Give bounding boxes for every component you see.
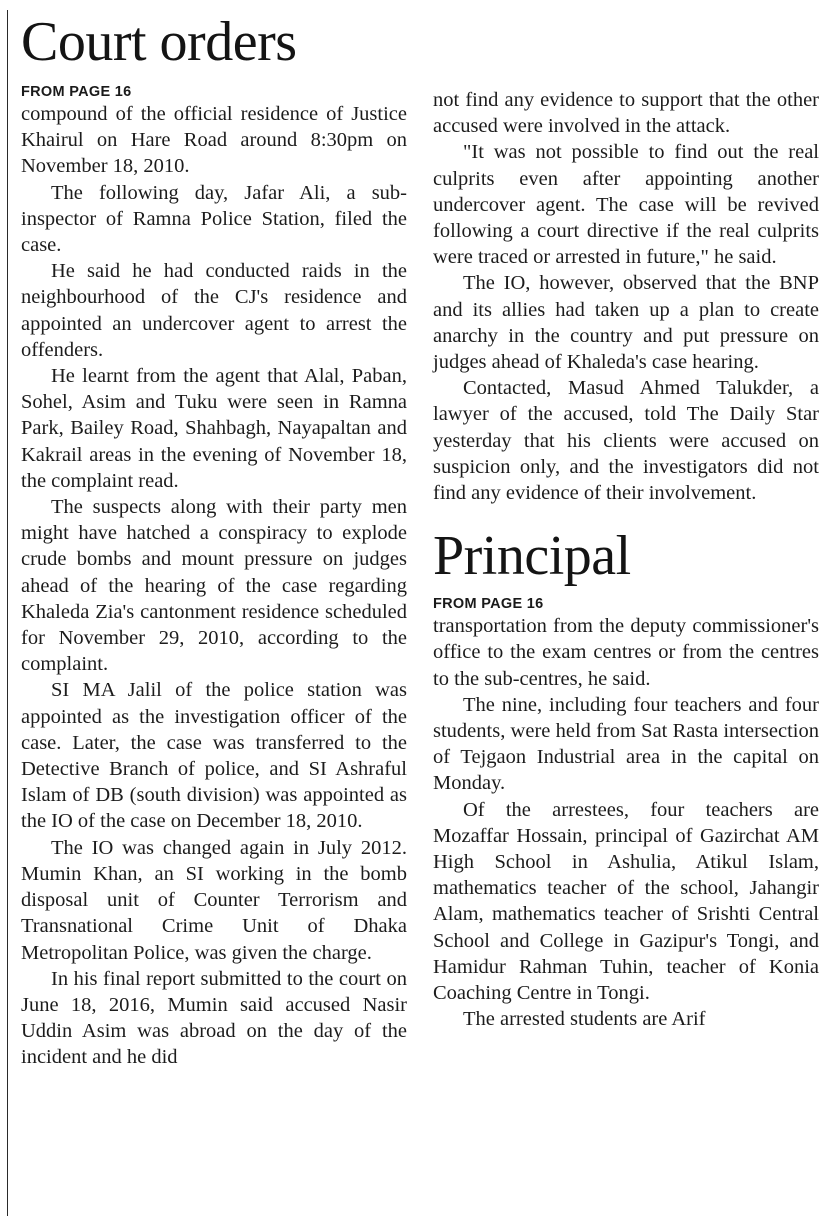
paragraph: transportation from the deputy commissioner's office to the exam centres or from the centres to the sub-centres, he said. (433, 615, 819, 690)
article-headline-court-orders: Court orders (21, 11, 297, 73)
paragraph: SI MA Jalil of the police station was appointed as the investigation officer of the case. Later, the case was transferred to the Detective Branch of police, and SI Ashraful Islam of DB (south division) was appointed as the IO of the case on December 18, 2010. (21, 679, 407, 833)
paragraph: Of the arrestees, four teachers are Mozaffar Hossain, principal of Gazirchat AM High School in Ashulia, Atikul Islam, mathematics teacher of the school, Jahangir Alam, mathematics teacher of Srishti Central School and College in Gazipur's Tongi, and Hamidur Rahman Tuhin, teacher of Konia Coaching Centre in Tongi. (433, 798, 819, 1005)
paragraph: The suspects along with their party men might have hatched a conspiracy to explode crude bombs and mount pressure on judges ahead of the hearing of the case regarding Khaleda Zia's cantonment residence scheduled for November 29, 2010, according to the complaint. (21, 496, 407, 676)
jump-kicker: FROM PAGE 16 (433, 596, 544, 613)
paragraph: The nine, including four teachers and four students, were held from Sat Rasta intersection of Tejgaon Industrial area in the capital on Monday. (433, 693, 819, 795)
left-column (21, 0, 407, 1071)
paragraph: He learnt from the agent that Alal, Paban, Sohel, Asim and Tuku were seen in Ramna Park, Bailey Road, Shahbagh, Nayapaltan and Kakrail areas in the evening of November 18, the complaint read. (21, 365, 407, 492)
paragraph: The IO, however, observed that the BNP and its allies had taken up a plan to create anarchy in the country and put pressure on judges ahead of Khaleda's case hearing. (433, 272, 819, 374)
paragraph: In his final report submitted to the court on June 18, 2016, Mumin said accused Nasir Uddin Asim was abroad on the day of the incident and he did (21, 967, 407, 1069)
paragraph: The arrested students are Arif (463, 1008, 706, 1031)
article-headline-principal: Principal (433, 525, 631, 588)
paragraph: The following day, Jafar Ali, a sub-inspector of Ramna Police Station, filed the case. (21, 181, 407, 257)
paragraph: He said he had conducted raids in the neighbourhood of the CJ's residence and appointed an undercover agent to arrest the offenders. (21, 260, 407, 361)
column-rule (7, 10, 8, 1216)
right-column (433, 0, 819, 1033)
paragraph: "It was not possible to find out the real culprits even after appointing another undercover agent. The case will be revived following a court directive if the real culprits were traced or arrested in future," he said. (433, 141, 819, 269)
paragraph: Contacted, Masud Ahmed Talukder, a lawyer of the accused, told The Daily Star yesterday that his clients were accused on suspicion only, and the investigators did not find any evidence of their involvement. (433, 377, 819, 505)
paragraph: The IO was changed again in July 2012. Mumin Khan, an SI working in the bomb disposal unit of Counter Terrorism and Transnational Crime Unit of Dhaka Metropolitan Police, was given the charge. (21, 836, 407, 964)
paragraph: compound of the official residence of Justice Khairul on Hare Road around 8:30pm on November 18, 2010. (21, 103, 407, 178)
paragraph: not find any evidence to support that the other accused were involved in the attack. (433, 89, 819, 138)
jump-kicker: FROM PAGE 16 (21, 84, 132, 100)
